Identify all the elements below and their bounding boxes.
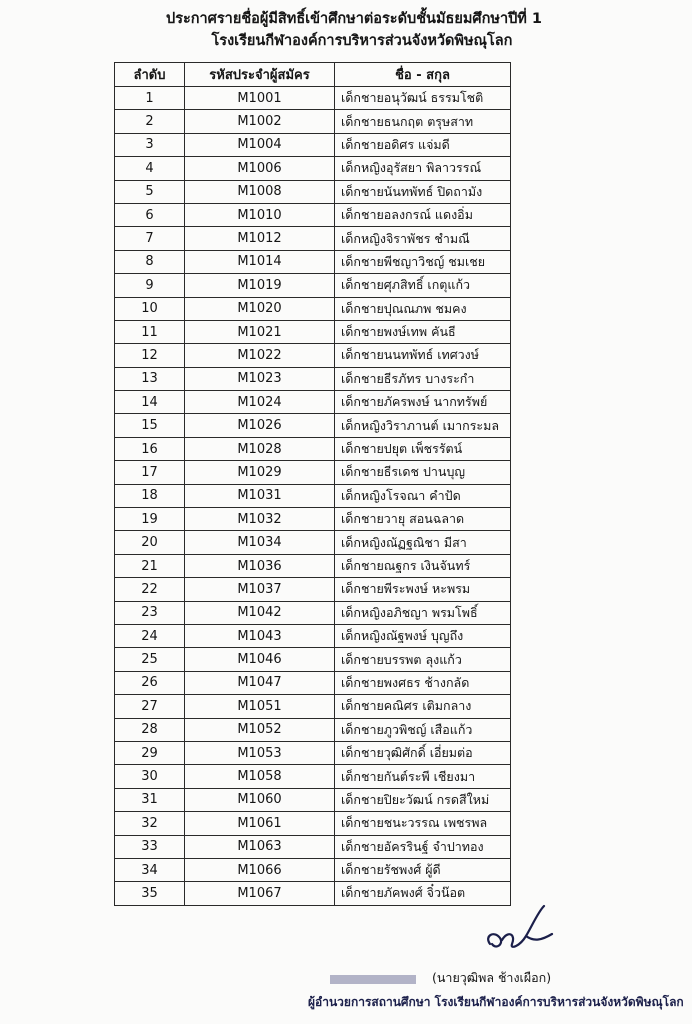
- row-full-name: เด็กหญิงณัฏฐณิชา มีสา: [335, 531, 511, 554]
- row-order-number: 32: [115, 812, 185, 835]
- row-order-number: 17: [115, 461, 185, 484]
- row-applicant-code: M1061: [185, 812, 335, 835]
- row-order-number: 31: [115, 788, 185, 811]
- row-order-number: 29: [115, 741, 185, 764]
- row-applicant-code: M1063: [185, 835, 335, 858]
- signer-position: ผู้อำนวยการสถานศึกษา โรงเรียนกีฬาองค์การบริหารส่วนจังหวัดพิษณุโลก: [308, 995, 684, 1009]
- row-applicant-code: M1032: [185, 508, 335, 531]
- table-row: [115, 788, 511, 811]
- table-row: [115, 203, 511, 226]
- table-row: [115, 133, 511, 156]
- row-applicant-code: M1020: [185, 297, 335, 320]
- row-applicant-code: M1058: [185, 765, 335, 788]
- row-full-name: เด็กหญิงจิราพัชร ชำมณี: [335, 227, 511, 250]
- row-order-number: 27: [115, 695, 185, 718]
- row-full-name: เด็กชายณฐกร เงินจันทร์: [335, 554, 511, 577]
- table-row: [115, 765, 511, 788]
- table-row: [115, 508, 511, 531]
- table-row: [115, 110, 511, 133]
- row-applicant-code: M1002: [185, 110, 335, 133]
- row-full-name: เด็กชายรัชพงศ์ ผู้ดี: [335, 858, 511, 881]
- row-full-name: เด็กชายอลงกรณ์ แดงอิ่ม: [335, 203, 511, 226]
- table-row: [115, 648, 511, 671]
- row-order-number: 10: [115, 297, 185, 320]
- row-applicant-code: M1024: [185, 391, 335, 414]
- row-applicant-code: M1037: [185, 578, 335, 601]
- row-applicant-code: M1047: [185, 671, 335, 694]
- row-order-number: 26: [115, 671, 185, 694]
- row-applicant-code: M1021: [185, 320, 335, 343]
- table-row: [115, 227, 511, 250]
- row-order-number: 34: [115, 858, 185, 881]
- row-full-name: เด็กชายศุภสิทธิ์ เกตุแก้ว: [335, 274, 511, 297]
- row-applicant-code: M1019: [185, 274, 335, 297]
- table-row: [115, 391, 511, 414]
- row-order-number: 18: [115, 484, 185, 507]
- row-order-number: 2: [115, 110, 185, 133]
- table-row: [115, 414, 511, 437]
- row-applicant-code: M1046: [185, 648, 335, 671]
- table-row: [115, 87, 511, 110]
- row-full-name: เด็กชายปยุต เพ็ชรรัตน์: [335, 437, 511, 460]
- row-applicant-code: M1052: [185, 718, 335, 741]
- table-row: [115, 531, 511, 554]
- column-header-order: ลำดับ: [115, 63, 185, 87]
- row-applicant-code: M1010: [185, 203, 335, 226]
- admission-table: [114, 62, 511, 906]
- row-applicant-code: M1028: [185, 437, 335, 460]
- row-order-number: 15: [115, 414, 185, 437]
- table-row: [115, 180, 511, 203]
- row-full-name: เด็กชายปิยะวัฒน์ กรดสีใหม่: [335, 788, 511, 811]
- row-applicant-code: M1001: [185, 87, 335, 110]
- row-order-number: 9: [115, 274, 185, 297]
- table-row: [115, 250, 511, 273]
- row-full-name: เด็กชายวุฒิศักดิ์ เอี่ยมต่อ: [335, 741, 511, 764]
- row-full-name: เด็กชายภัคพงศ์ จิ๋วน๊อต: [335, 882, 511, 905]
- table-row: [115, 554, 511, 577]
- row-full-name: เด็กหญิงวิราภานต์ เมากระมล: [335, 414, 511, 437]
- row-full-name: เด็กชายพงศธร ช้างกลัด: [335, 671, 511, 694]
- row-order-number: 24: [115, 624, 185, 647]
- table-row: [115, 461, 511, 484]
- row-order-number: 12: [115, 344, 185, 367]
- table-row: [115, 858, 511, 881]
- table-row: [115, 578, 511, 601]
- row-full-name: เด็กชายวายุ สอนฉลาด: [335, 508, 511, 531]
- row-order-number: 22: [115, 578, 185, 601]
- column-header-applicant-code: รหัสประจำผู้สมัคร: [185, 63, 335, 87]
- row-order-number: 23: [115, 601, 185, 624]
- table-row: [115, 718, 511, 741]
- table-row: [115, 695, 511, 718]
- table-row: [115, 671, 511, 694]
- row-full-name: เด็กชายกันต์ระพี เชียงมา: [335, 765, 511, 788]
- table-row: [115, 274, 511, 297]
- row-full-name: เด็กชายนนทพัทธ์ เทศวงษ์: [335, 344, 511, 367]
- row-order-number: 33: [115, 835, 185, 858]
- row-applicant-code: M1014: [185, 250, 335, 273]
- row-applicant-code: M1043: [185, 624, 335, 647]
- row-applicant-code: M1008: [185, 180, 335, 203]
- director-signature: [482, 900, 560, 960]
- column-header-full-name: ชื่อ - สกุล: [335, 63, 511, 87]
- row-order-number: 6: [115, 203, 185, 226]
- row-full-name: เด็กชายภัครพงษ์ นากทรัพย์: [335, 391, 511, 414]
- row-full-name: เด็กชายพงษ์เทพ คันธี: [335, 320, 511, 343]
- row-applicant-code: M1026: [185, 414, 335, 437]
- row-full-name: เด็กหญิงอภิชญา พรมโพธิ์: [335, 601, 511, 624]
- signer-name: (นายวุฒิพล ช้างเผือก): [432, 970, 552, 985]
- row-applicant-code: M1022: [185, 344, 335, 367]
- row-full-name: เด็กหญิงอุรัสยา พิลาวรรณ์: [335, 157, 511, 180]
- row-applicant-code: M1053: [185, 741, 335, 764]
- table-header-row: [115, 63, 511, 87]
- row-applicant-code: M1067: [185, 882, 335, 905]
- row-applicant-code: M1036: [185, 554, 335, 577]
- row-order-number: 11: [115, 320, 185, 343]
- row-order-number: 1: [115, 87, 185, 110]
- row-order-number: 21: [115, 554, 185, 577]
- row-full-name: เด็กชายธีรภัทร บางระกำ: [335, 367, 511, 390]
- table-row: [115, 297, 511, 320]
- row-order-number: 28: [115, 718, 185, 741]
- row-order-number: 16: [115, 437, 185, 460]
- row-full-name: เด็กชายอนุวัฒน์ ธรรมโชติ: [335, 87, 511, 110]
- table-row: [115, 484, 511, 507]
- table-row: [115, 320, 511, 343]
- row-order-number: 30: [115, 765, 185, 788]
- table-row: [115, 835, 511, 858]
- row-full-name: เด็กชายธนกฤต ตรุษสาท: [335, 110, 511, 133]
- row-applicant-code: M1023: [185, 367, 335, 390]
- row-order-number: 4: [115, 157, 185, 180]
- table-row: [115, 741, 511, 764]
- row-order-number: 25: [115, 648, 185, 671]
- table-row: [115, 812, 511, 835]
- row-full-name: เด็กชายพีชญาวิชญ์ ชมเชย: [335, 250, 511, 273]
- row-order-number: 8: [115, 250, 185, 273]
- row-applicant-code: M1029: [185, 461, 335, 484]
- row-order-number: 5: [115, 180, 185, 203]
- stamp-mark: [330, 975, 416, 984]
- row-full-name: เด็กชายชนะวรรณ เพชรพล: [335, 812, 511, 835]
- row-full-name: เด็กหญิงโรจณา คำปัด: [335, 484, 511, 507]
- row-full-name: เด็กชายอดิศร แจ่มดี: [335, 133, 511, 156]
- row-applicant-code: M1066: [185, 858, 335, 881]
- table-row: [115, 344, 511, 367]
- table-row: [115, 367, 511, 390]
- row-applicant-code: M1042: [185, 601, 335, 624]
- table-row: [115, 601, 511, 624]
- document-title: ประกาศรายชื่อผู้มีสิทธิ์เข้าศึกษาต่อระดับชั้นมัธยมศึกษาปีที่ 1: [165, 11, 542, 27]
- row-applicant-code: M1051: [185, 695, 335, 718]
- row-order-number: 14: [115, 391, 185, 414]
- row-applicant-code: M1006: [185, 157, 335, 180]
- row-order-number: 35: [115, 882, 185, 905]
- table-row: [115, 882, 511, 905]
- table-row: [115, 157, 511, 180]
- row-applicant-code: M1012: [185, 227, 335, 250]
- row-applicant-code: M1034: [185, 531, 335, 554]
- row-full-name: เด็กชายบรรพต ลุงแก้ว: [335, 648, 511, 671]
- row-full-name: เด็กชายธีรเดช ปานบุญ: [335, 461, 511, 484]
- row-full-name: เด็กหญิงณัฐพงษ์ บุญถึง: [335, 624, 511, 647]
- row-order-number: 19: [115, 508, 185, 531]
- row-full-name: เด็กชายอัครรินฐ์ จำปาทอง: [335, 835, 511, 858]
- row-order-number: 7: [115, 227, 185, 250]
- row-full-name: เด็กชายนันทพัทธ์ ปิดถามัง: [335, 180, 511, 203]
- table-row: [115, 624, 511, 647]
- row-full-name: เด็กชายพีระพงษ์ หะพรม: [335, 578, 511, 601]
- row-order-number: 20: [115, 531, 185, 554]
- row-full-name: เด็กชายคณิศร เติมกลาง: [335, 695, 511, 718]
- row-full-name: เด็กชายภูวพิชญ์ เสือแก้ว: [335, 718, 511, 741]
- school-name: โรงเรียนกีฬาองค์การบริหารส่วนจังหวัดพิษณุโลก: [211, 33, 513, 49]
- row-applicant-code: M1004: [185, 133, 335, 156]
- table-row: [115, 437, 511, 460]
- row-order-number: 13: [115, 367, 185, 390]
- row-applicant-code: M1060: [185, 788, 335, 811]
- row-applicant-code: M1031: [185, 484, 335, 507]
- row-full-name: เด็กชายปุณณภพ ชมคง: [335, 297, 511, 320]
- row-order-number: 3: [115, 133, 185, 156]
